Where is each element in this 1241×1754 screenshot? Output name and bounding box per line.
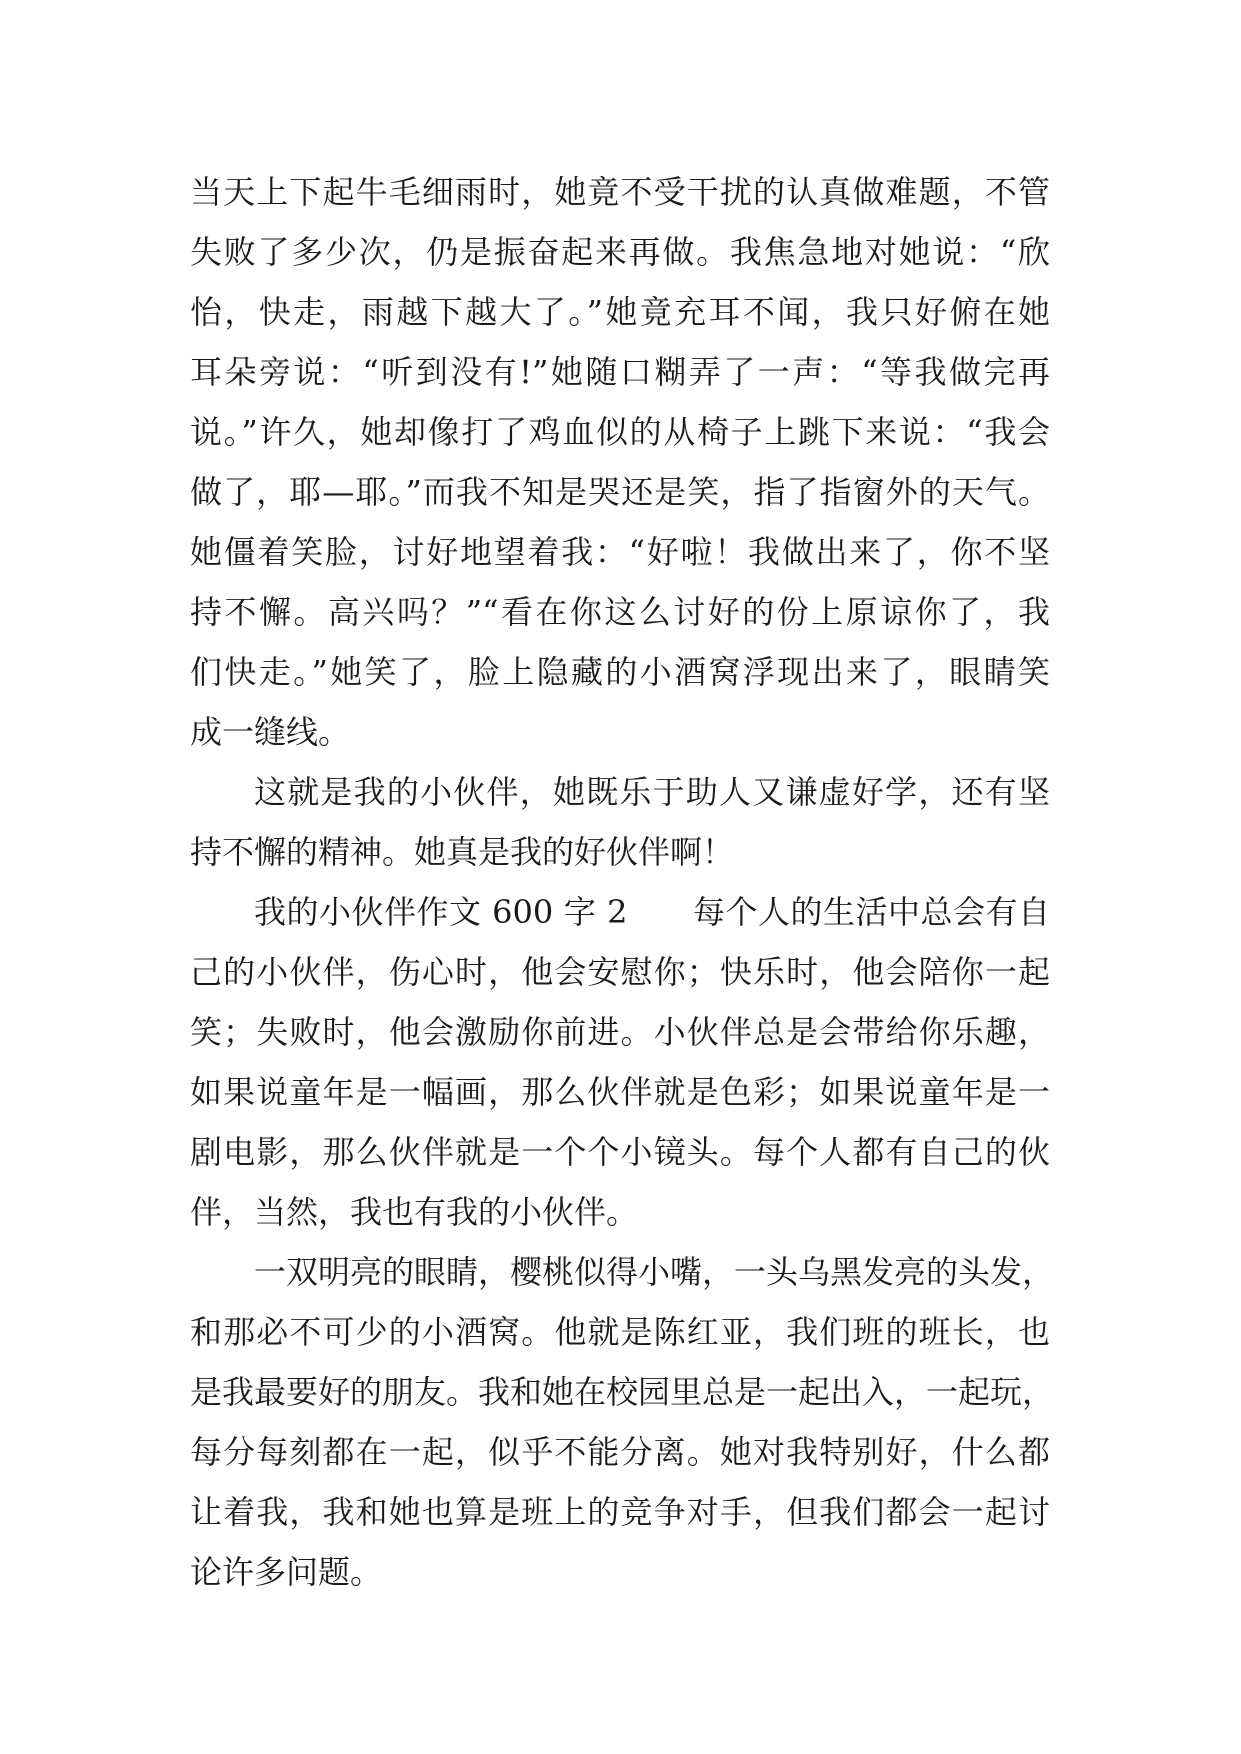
text-line: 论许多问题。 [190, 1553, 383, 1591]
text-line: 持不懈。高兴吗？”“看在你这么讨好的份上原谅你了，我 [190, 593, 1050, 631]
text-line: 剧电影，那么伙伴就是一个个小镜头。每个人都有自己的伙 [190, 1133, 1050, 1171]
text-line: 笑；失败时，他会激励你前进。小伙伴总是会带给你乐趣， [190, 1013, 1050, 1051]
text-line: 持不懈的精神。她真是我的好伙伴啊！ [190, 833, 735, 871]
text-line: 我的小伙伴作文 600 字 2 每个人的生活中总会有自 [254, 893, 1050, 931]
text-line: 每分每刻都在一起，似乎不能分离。她对我特别好，什么都 [190, 1433, 1050, 1471]
text-line: 说。”许久，她却像打了鸡血似的从椅子上跳下来说：“我会 [190, 413, 1050, 451]
text-line: 失败了多少次，仍是振奋起来再做。我焦急地对她说：“欣 [190, 233, 1050, 271]
text-line: 和那必不可少的小酒窝。他就是陈红亚，我们班的班长，也 [190, 1313, 1050, 1351]
text-line: 伴，当然，我也有我的小伙伴。 [190, 1193, 639, 1231]
text-line: 是我最要好的朋友。我和她在校园里总是一起出入，一起玩， [190, 1373, 1055, 1411]
text-line: 她僵着笑脸，讨好地望着我：“好啦！我做出来了，你不坚 [190, 533, 1050, 571]
text-line: 耳朵旁说：“听到没有!”她随口糊弄了一声：“等我做完再 [190, 353, 1050, 391]
text-line: 怡，快走，雨越下越大了。”她竟充耳不闻，我只好俯在她 [190, 293, 1050, 331]
text-line: 己的小伙伴，伤心时，他会安慰你；快乐时，他会陪你一起 [190, 953, 1050, 991]
document-body [190, 162, 1055, 1602]
text-line: 成一缝线。 [190, 713, 351, 751]
text-line: 当天上下起牛毛细雨时，她竟不受干扰的认真做难题，不管 [190, 173, 1050, 211]
text-line: 让着我，我和她也算是班上的竞争对手，但我们都会一起讨 [190, 1493, 1050, 1531]
text-line: 这就是我的小伙伴，她既乐于助人又谦虚好学，还有坚 [254, 773, 1050, 811]
text-line: 做了，耶—耶。”而我不知是哭还是笑，指了指窗外的天气。 [190, 473, 1050, 511]
text-line: 如果说童年是一幅画，那么伙伴就是色彩；如果说童年是一 [190, 1073, 1050, 1111]
text-line: 们快走。”她笑了，脸上隐藏的小酒窝浮现出来了，眼睛笑 [190, 653, 1050, 691]
text-line: 一双明亮的眼睛，樱桃似得小嘴，一头乌黑发亮的头发， [254, 1253, 1055, 1291]
